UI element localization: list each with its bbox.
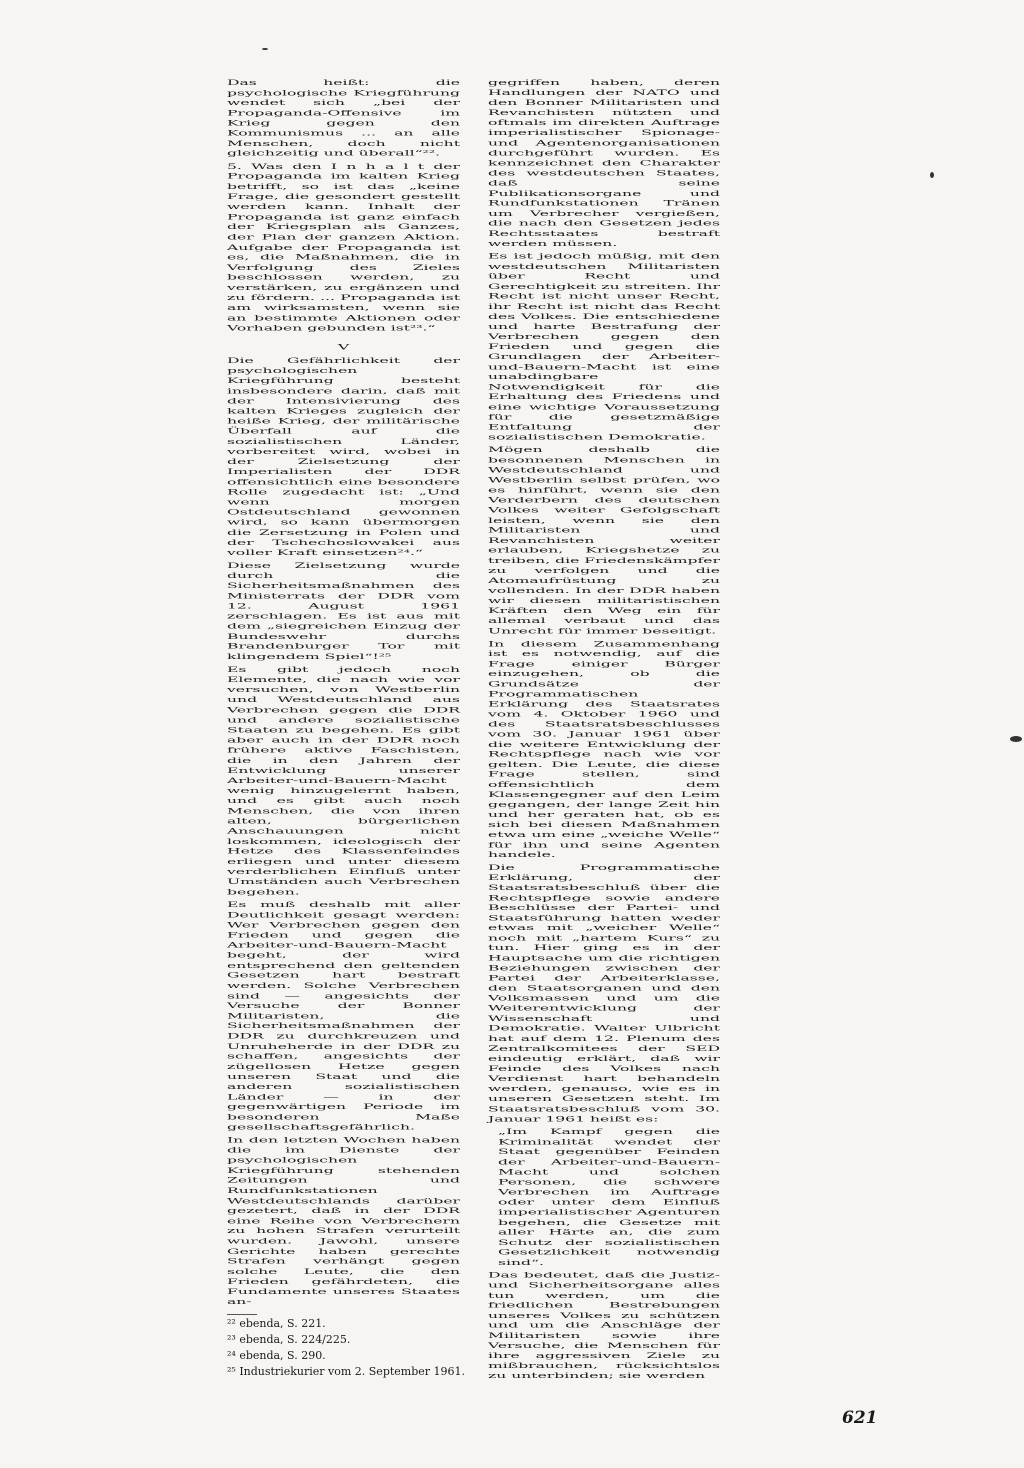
paragraph: Das bedeutet, daß die Justiz- und Sicherheitsorgane alles tun werden, um die friedlichen Bestrebungen unseres Volkes zu schützen und um die Anschläge der Militaristen sowie ihre Versuche, die Menschen für ihre aggressiven Ziele zu mißbrauchen, rücksichtslos zu unterbinden; sie werden	[488, 1271, 720, 1381]
quote-block	[488, 1127, 720, 1268]
footnote-25: ²⁵ Industriekurier vom 2. September 1961.	[227, 1365, 466, 1378]
paragraph: Es gibt jedoch noch Elemente, die nach wie vor versuchen, von Westberlin und Westdeutschland aus Verbrechen gegen die DDR und andere sozialistische Staaten zu begehen. Es gibt aber auch in der DDR noch frühere aktive Faschisten, die in den Jahren der Entwicklung unserer Arbeiter-und-Bauern-Macht wenig hinzugelernt haben, und es gibt auch noch Menschen, die von ihren alten, bürgerlichen Anschauungen nicht loskommen, ideologisch der Hetze des Klassenfeindes erliegen und unter diesem verderblichen Einfluß unter Umständen auch Verbrechen begehen.	[227, 665, 460, 897]
paragraph: In den letzten Wochen haben die im Dienste der psychologischen Kriegführung stehenden Zeitungen und Rundfunkstationen Westdeutschlands darüber gezetert, daß in der DDR eine Reihe von Verbrechern zu hohen Strafen verurteilt wurden. Jawohl, unsere Gerichte haben gerechte Strafen verhängt gegen solche Leute, die den Frieden gefährdeten, die Fundamente unseres Staates an-	[227, 1135, 460, 1307]
footnote-23: ²³ ebenda, S. 224/225.	[227, 1333, 351, 1346]
quote-text: „Im Kampf gegen die Kriminalität wendet der Staat gegenüber Feinden der Arbeiter-und-Bauern-Macht und solchen Personen, die schwere Verbrechen im Auftrage oder unter dem Einfluß imperialistischer Agenturen begehen, die Gesetze mit aller Härte an, die zum Schutz der sozialistischen Gesetzlichkeit notwendig sind“.	[498, 1127, 720, 1267]
footnotes	[227, 1316, 467, 1380]
paragraph: Es muß deshalb mit aller Deutlichkeit gesagt werden: Wer Verbrechen gegen den Frieden und gegen die Arbeiter-und-Bauern-Macht begeht, der wird entsprechend den geltenden Gesetzen hart bestraft werden. Solche Verbrechen sind — angesichts der Versuche der Bonner Militaristen, die Sicherheitsmaßnahmen der DDR zu durchkreuzen und Unruheherde in der DDR zu schaffen, angesichts der zügellosen Hetze gegen unseren Staat und die anderen sozialistischen Länder — in der gegenwärtigen Periode im besonderen Maße gesellschaftsgefährlich.	[227, 900, 460, 1132]
scan-speck	[930, 172, 934, 178]
paragraph: Die Programmatische Erklärung, der Staatsratsbeschluß über die Rechtspflege sowie andere Beschlüsse der Partei- und Staatsführung hatten weder etwas mit „weicher Welle“ noch mit „hartem Kurs“ zu tun. Hier ging es in der Hauptsache um die richtigen Beziehungen zwischen der Partei der Arbeiterklasse, den Staatsorganen und den Volksmassen und um die Weiterentwicklung der Wissenschaft und Demokratie. Walter Ulbricht hat auf dem 12. Plenum des Zentralkomitees der SED eindeutig erklärt, daß wir Feinde des Volkes nach Verdienst hart behandeln werden, genauso, wie es in unseren Gesetzen steht. Im Staatsratsbeschluß vom 30. Januar 1961 heißt es:	[488, 863, 720, 1124]
paragraph: Es ist jedoch müßig, mit den westdeutschen Militaristen über Recht und Gerechtigkeit zu streiten. Ihr Recht ist nicht unser Recht, ihr Recht ist nicht das Recht des Volkes. Die entschiedene und harte Bestrafung der Verbrechen gegen den Frieden und gegen die Grundlagen der Arbeiter-und-Bauern-Macht ist eine unabdingbare Notwendigkeit für die Erhaltung des Friedens und eine wichtige Voraussetzung für die gesetzmäßige Entfaltung der sozialistischen Demokratie.	[488, 252, 720, 442]
section-heading: V	[337, 342, 350, 352]
page-number: 621	[842, 1408, 878, 1428]
scan-speck	[1010, 736, 1022, 742]
paragraph: In diesem Zusammenhang ist es notwendig, auf die Frage einiger Bürger einzugehen, ob die Grundsätze der Programmatischen Erklärung des Staatsrates vom 4. Oktober 1960 und des Staatsratsbeschlusses vom 30. Januar 1961 über die weitere Entwicklung der Rechtspflege nach wie vor gelten. Die Leute, die diese Frage stellen, sind offensichtlich dem Klassengegner auf den Leim gegangen, der lange Zeit hin und her geraten hat, ob es sich bei diesen Maßnahmen etwa um eine „weiche Welle“ für ihn und seine Agenten handele.	[488, 639, 720, 860]
left-column	[227, 78, 460, 1310]
paragraph: gegriffen haben, deren Handlungen der NATO und den Bonner Militaristen und Revanchisten nützten und oftmals im direkten Auftrage imperialistischer Spionage- und Agentenorganisationen durchgeführt wurden. Es kennzeichnet den Charakter des westdeutschen Staates, daß seine Publikationsorgane und Rundfunkstationen Tränen um Verbrecher vergießen, die nach den Gesetzen jedes Rechtsstaates bestraft werden müssen.	[488, 78, 720, 248]
paragraph: Mögen deshalb die besonnenen Menschen in Westdeutschland und Westberlin selbst prüfen, wo es hinführt, wenn sie den Verderbern des deutschen Volkes weiter Gefolgschaft leisten, wenn sie den Militaristen und Revanchisten weiter erlauben, Kriegshetze zu treiben, die Friedenskämpfer zu verfolgen und die Atomaufrüstung zu vollenden. In der DDR haben wir diesen militaristischen Kräften den Weg ein für allemal verbaut und das Unrecht für immer beseitigt.	[488, 445, 720, 636]
right-column	[488, 78, 720, 1384]
paragraph: Diese Zielsetzung wurde durch die Sicherheitsmaßnahmen des Ministerrats der DDR vom 12. August 1961 zerschlagen. Es ist aus mit dem „siegreichen Einzug der Bundeswehr durchs Brandenburger Tor mit klingendem Spiel“!²⁵	[227, 561, 460, 661]
footnote-22: ²² ebenda, S. 221.	[227, 1317, 326, 1330]
paragraph: Die Gefährlichkeit der psychologischen Kriegführung besteht insbesondere darin, daß mit der Intensivierung des kalten Krieges zugleich der heiße Krieg, der militärische Überfall auf die sozialistischen Länder, vorbereitet wird, wobei in der Zielsetzung der Imperialisten der DDR offensichtlich eine besondere Rolle zugedacht ist: „Und wenn morgen Ostdeutschland gewonnen wird, so kann übermorgen die Zersetzung in Polen und der Tschechoslowakei aus voller Kraft einsetzen²⁴.“	[227, 356, 460, 557]
footnote-rule	[227, 1314, 257, 1315]
footnote-24: ²⁴ ebenda, S. 290.	[227, 1349, 326, 1362]
paragraph: Das heißt: die psychologische Kriegführung wendet sich „bei der Propaganda-Offensive im Krieg gegen den Kommunismus ... an alle Menschen, doch nicht gleichzeitig und überall“²².	[227, 78, 460, 158]
paragraph: 5. Was den I n h a l t der Propaganda im kalten Krieg betrifft, so ist das „keine Frage, die gesondert gestellt werden kann. Inhalt der Propaganda ist ganz einfach der Kriegsplan als Ganzes, der Plan der ganzen Aktion. Aufgabe der Propaganda ist es, die Maßnahmen, die in Verfolgung des Zieles beschlossen werden, zu verstärken, zu ergänzen und zu fördern. ... Propaganda ist am wirksamsten, wenn sie an bestimmte Aktionen oder Vorhaben gebunden ist²³.“	[227, 162, 460, 333]
scan-speck	[262, 48, 268, 50]
